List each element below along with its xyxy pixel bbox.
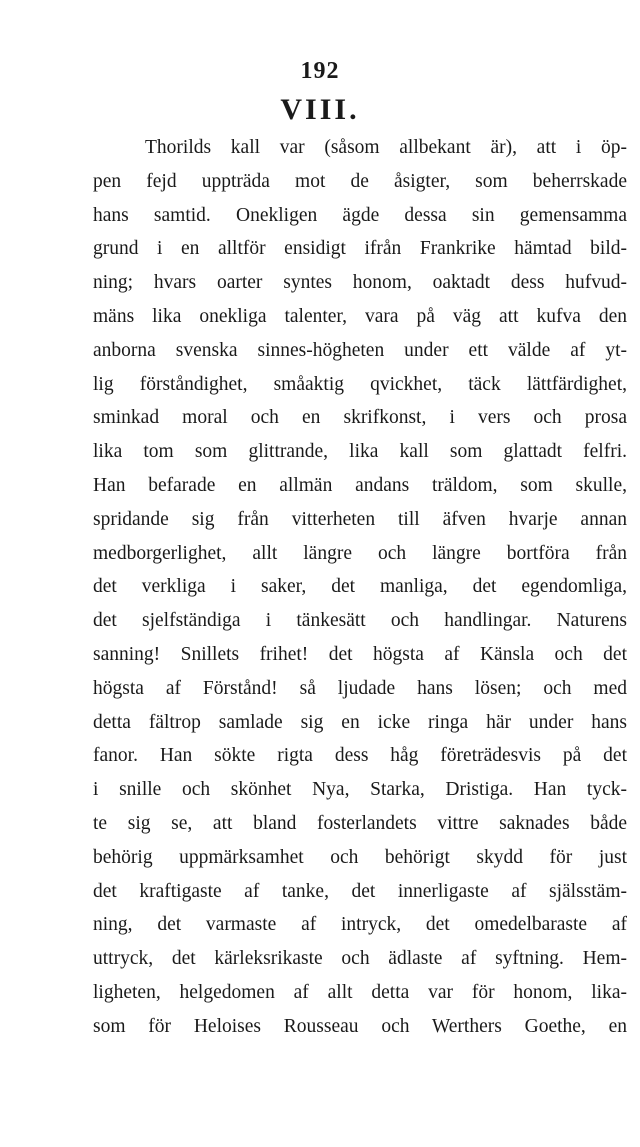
text-line: hans samtid. Onekligen ägde dessa sin gemensamma xyxy=(93,204,627,226)
text-line: ning, det varmaste af intryck, det omedelbaraste af xyxy=(93,914,627,936)
text-line: mäns lika onekliga talenter, vara på väg att kufva den xyxy=(93,305,627,327)
text-line: te sig se, att bland fosterlandets vittre saknades både xyxy=(93,812,627,834)
text-line: detta fältrop samlade sig en icke ringa här under hans xyxy=(93,711,627,733)
text-line: det kraftigaste af tanke, det innerligaste af själsstäm- xyxy=(93,880,627,902)
text-line: ligheten, helgedomen af allt detta var för honom, lika- xyxy=(93,981,627,1003)
text-line: medborgerlighet, allt längre och längre bortföra från xyxy=(93,542,627,564)
text-line: ning; hvars oarter syntes honom, oaktadt dess hufvud- xyxy=(93,272,627,294)
text-line: fanor. Han sökte rigta dess håg företrädesvis på det xyxy=(93,745,627,767)
text-line: lig förståndighet, småaktig qvickhet, täck lättfärdighet, xyxy=(93,373,627,395)
text-line: uttryck, det kärleksrikaste och ädlaste af syftning. Hem- xyxy=(93,948,627,970)
text-line: grund i en alltför ensidigt ifrån Frankrike hämtad bild- xyxy=(93,238,627,260)
text-line: det verkliga i saker, det manliga, det egendomliga, xyxy=(93,576,627,598)
body-text xyxy=(93,131,627,1044)
text-line: lika tom som glittrande, lika kall som glattadt felfri. xyxy=(93,441,627,463)
text-line: i snille och skönhet Nya, Starka, Dristiga. Han tyck- xyxy=(93,779,627,801)
text-line: pen fejd uppträda mot de åsigter, som beherrskade xyxy=(93,170,627,192)
text-line: som för Heloises Rousseau och Werthers Goethe, en xyxy=(93,1015,627,1037)
text-line: spridande sig från vitterheten till äfven hvarje annan xyxy=(93,508,627,530)
text-line: Thorilds kall var (såsom allbekant är), att i öp- xyxy=(145,137,627,158)
page-number: 192 xyxy=(300,58,340,84)
text-line: behörig uppmärksamhet och behörigt skydd för just xyxy=(93,846,627,868)
text-line: Han befarade en allmän andans träldom, som skulle, xyxy=(93,474,627,496)
chapter-heading: VIII. xyxy=(280,93,360,126)
text-line: högsta af Förstånd! så ljudade hans lösen; och med xyxy=(93,677,627,699)
text-line: sminkad moral och en skrifkonst, i vers och prosa xyxy=(93,407,627,429)
text-line: det sjelfständiga i tänkesätt och handlingar. Naturens xyxy=(93,610,627,632)
text-line: sanning! Snillets frihet! det högsta af Känsla och det xyxy=(93,643,627,665)
text-line: anborna svenska sinnes-högheten under ett välde af yt- xyxy=(93,339,627,361)
